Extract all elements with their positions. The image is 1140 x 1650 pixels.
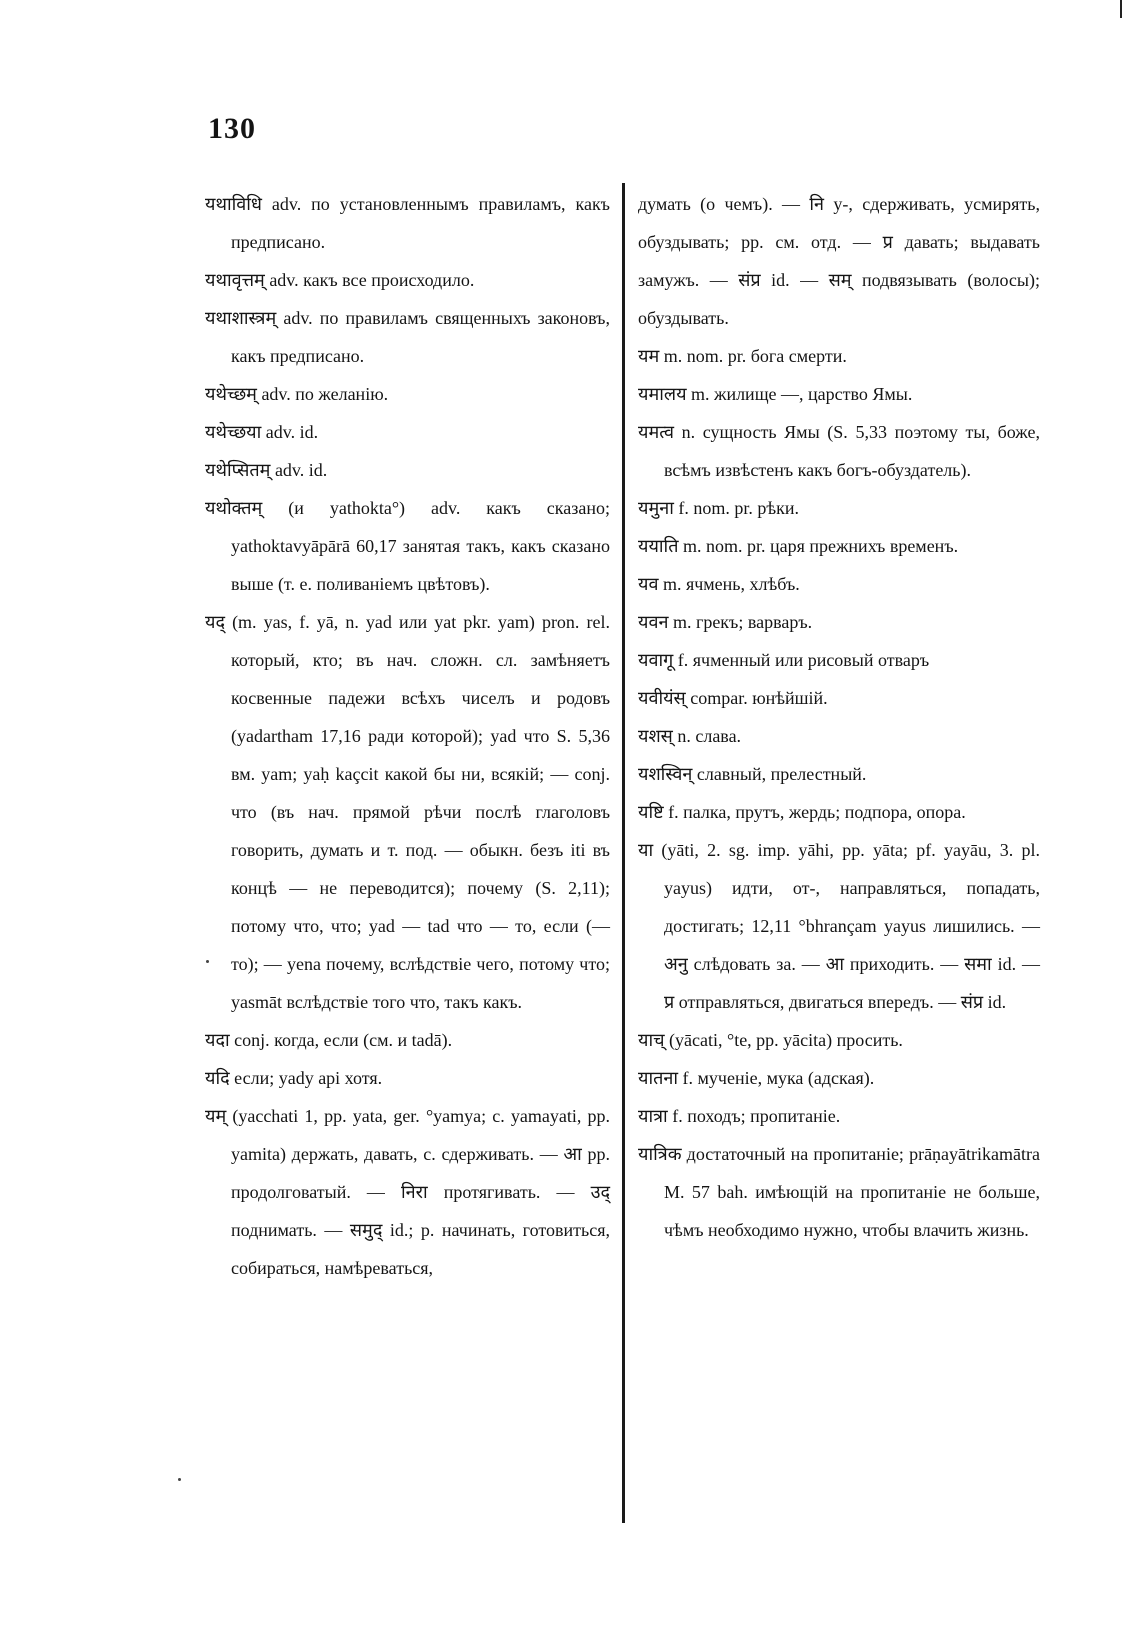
- dictionary-entry: यवीयंस् compar. юнѣйшій.: [638, 688, 828, 708]
- column-divider: [622, 183, 625, 1523]
- scan-speck: [206, 960, 209, 963]
- scan-speck: [178, 1478, 181, 1481]
- dictionary-entry: यमुना f. nom. pr. рѣки.: [638, 498, 800, 518]
- dictionary-entry-continuation: думать (о чемъ). — नि у-, сдерживать, усмирять, обуздывать; pp. см. отд. — प्र давать; выдавать замужъ. — संप्र id. — सम् подвязывать (волосы); обуздывать.: [638, 194, 1040, 328]
- dictionary-entry: यथेच्छया adv. id.: [205, 422, 319, 442]
- dictionary-entry: यदि если; yady api хотя.: [205, 1068, 383, 1088]
- dictionary-entry: ययाति m. nom. pr. царя прежнихъ временъ.: [638, 536, 959, 556]
- dictionary-entry: यष्टि f. палка, прутъ, жердь; подпора, опора.: [638, 802, 966, 822]
- dictionary-entry: यशस् n. слава.: [638, 726, 742, 746]
- left-column: [205, 185, 610, 1287]
- dictionary-entry: यात्रा f. походъ; пропитаніе.: [638, 1106, 841, 1126]
- dictionary-entry: यवागू f. ячменный или рисовый отваръ: [638, 650, 930, 670]
- dictionary-entry: यथोक्तम् (и yathokta°) adv. какъ сказано; yathoktavyāpārā 60,17 занятая такъ, какъ сказано выше (т. е. поливаніемъ цвѣтовъ).: [205, 498, 610, 594]
- dictionary-entry: याच् (yācati, °te, pp. yācita) просить.: [638, 1030, 903, 1050]
- right-edge-mark: [1120, 0, 1122, 18]
- dictionary-entry: या (yāti, 2. sg. imp. yāhi, pp. yāta; pf. yayāu, 3. pl. yayus) идти, от-, направляться, попадать, достигать; 12,11 °bhrançam yayus лишились. — अनु слѣдовать за. — आ приходить. — समा id. — प्र отправляться, двигаться впередъ. — संप्र id.: [638, 840, 1040, 1012]
- dictionary-entry: यथाशास्त्रम् adv. по правиламъ священныхъ законовъ, какъ предписано.: [205, 308, 610, 366]
- dictionary-entry: यथेच्छम् adv. по желанію.: [205, 384, 389, 404]
- dictionary-entry: यमत्व n. сущность Ямы (S. 5,33 поэтому ты, боже, всѣмъ извѣстенъ какъ богъ-обуздатель).: [638, 422, 1040, 480]
- dictionary-entry: यव m. ячмень, хлѣбъ.: [638, 574, 800, 594]
- dictionary-entry: यथेप्सितम् adv. id.: [205, 460, 328, 480]
- dictionary-entry: यशस्विन् славный, прелестный.: [638, 764, 867, 784]
- dictionary-entry: यम m. nom. pr. бога смерти.: [638, 346, 847, 366]
- dictionary-entry: यात्रिक достаточный на пропитаніе; prāṇayātrikamātra M. 57 bah. имѣющій на пропитаніе не больше, чѣмъ необходимо нужно, чтобы влачить жизнь.: [638, 1144, 1040, 1240]
- dictionary-entry: यद् (m. yas, f. yā, n. yad или yat pkr. yam) pron. rel. который, кто; въ нач. сложн. сл. замѣняетъ косвенные падежи всѣхъ чиселъ и родовъ (yadartham 17,16 ради которой); yad что S. 5,36 вм. yam; yaḥ kaçcit какой бы ни, всякій; — conj. что (въ нач. прямой рѣчи послѣ глаголовъ говорить, думать и т. под. — обыкн. безъ iti въ концѣ — не переводится); почему (S. 2,11); потому что, что; yad — tad что — то, если (— то); — yena почему, вслѣдствіе чего, потому что; yasmāt вслѣдствіе того что, такъ какъ.: [205, 612, 610, 1012]
- right-column: [638, 185, 1040, 1249]
- page-number: 130: [208, 112, 256, 145]
- dictionary-entry: यातना f. мученіе, мука (адская).: [638, 1068, 875, 1088]
- dictionary-entry: यमालय m. жилище —, царство Ямы.: [638, 384, 913, 404]
- dictionary-entry: यथाविधि adv. по установленнымъ правиламъ, какъ предписано.: [205, 194, 610, 252]
- dictionary-entry: यवन m. грекъ; варваръ.: [638, 612, 813, 632]
- dictionary-entry: यम् (yacchati 1, pp. yata, ger. °yamya; c. yamayati, pp. yamita) держать, давать, c. сдерживать. — आ pp. продолговатый. — निरा протягивать. — उद् поднимать. — समुद् id.; p. начинать, готовиться, собираться, намѣреваться,: [205, 1106, 610, 1278]
- dictionary-entry: यदा conj. когда, если (см. и tadā).: [205, 1030, 453, 1050]
- dictionary-entry: यथावृत्तम् adv. какъ все происходило.: [205, 270, 475, 290]
